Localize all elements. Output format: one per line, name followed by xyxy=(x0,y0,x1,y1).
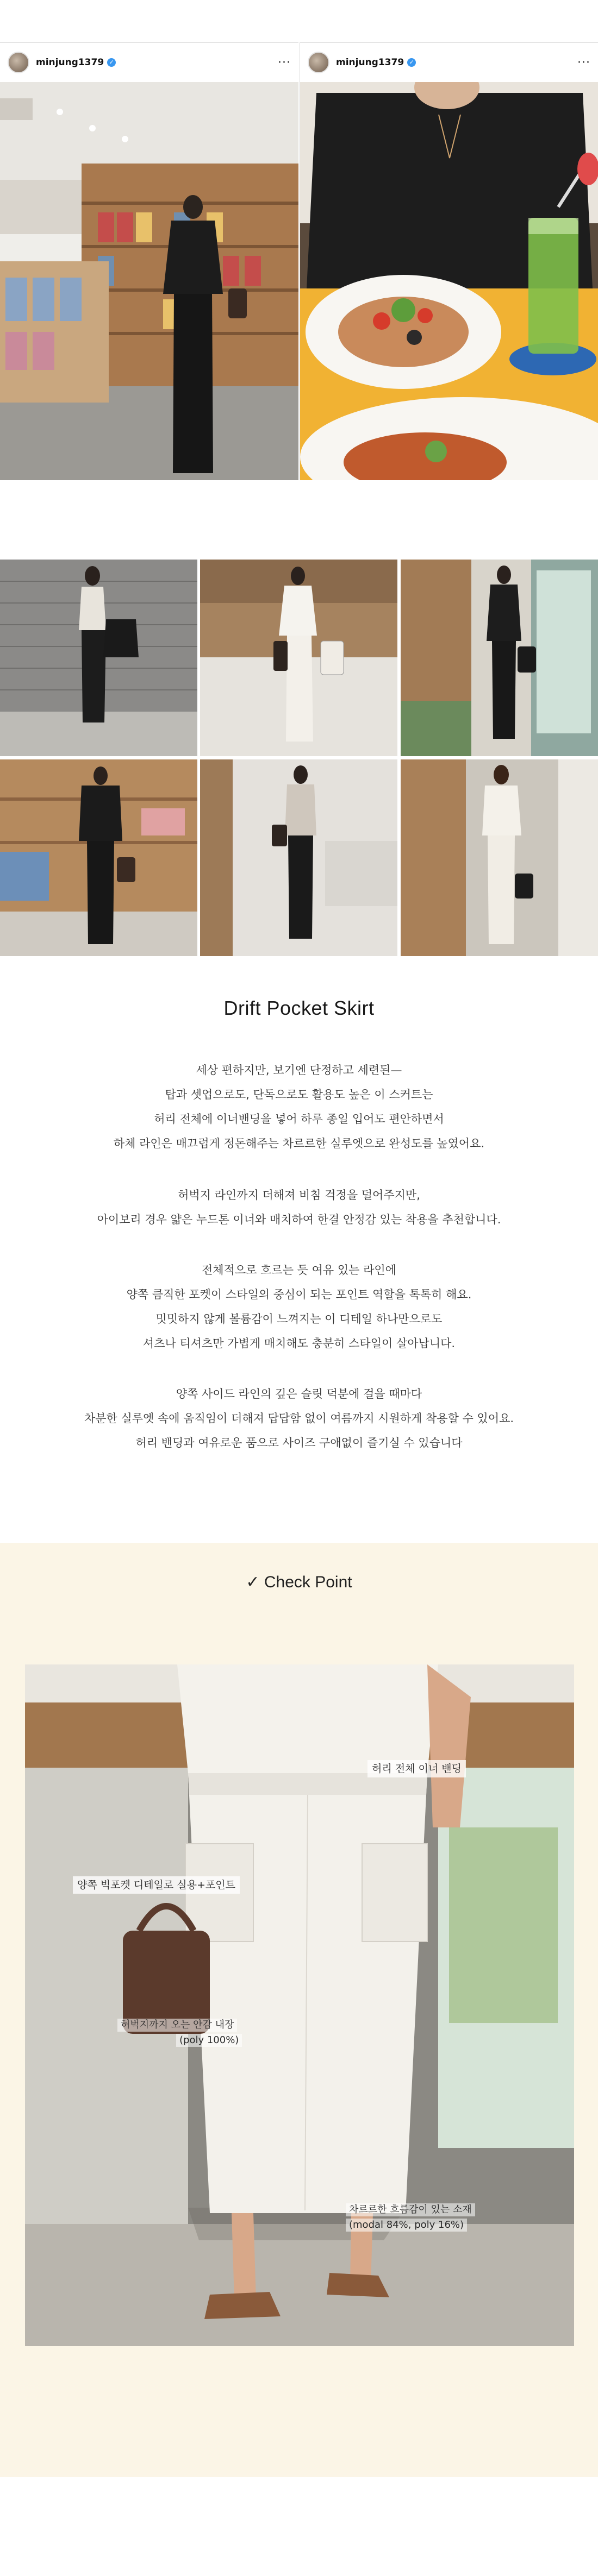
description-line: 허벅지 라인까지 더해져 비침 걱정을 덜어주지만, xyxy=(178,1189,420,1202)
lookbook-photo-grid xyxy=(0,560,598,956)
grey-top-office-image xyxy=(200,759,397,956)
callout-fabric-line1: 차르르한 흐름감이 있는 소재 xyxy=(346,2203,475,2216)
black-setup-doorway-image xyxy=(401,560,598,756)
callout-pockets: 양쪽 빅포켓 디테일로 실용+포인트 xyxy=(73,1876,240,1894)
description-paragraph-1 xyxy=(0,1058,598,1156)
callout-lining-line2: (poly 100%) xyxy=(176,2034,242,2047)
instagram-posts-row xyxy=(0,42,598,480)
brick-wall-outfit-image xyxy=(0,560,197,756)
avatar[interactable] xyxy=(308,52,329,73)
description-paragraph-2 xyxy=(0,1183,598,1232)
lunch-table-image xyxy=(300,82,598,480)
description-line: 탑과 셋업으로도, 단독으로도 활용도 높은 이 스커트는 xyxy=(165,1088,433,1101)
verified-badge-icon: ✓ xyxy=(107,58,116,67)
description-line: 허리 밴딩과 여유로운 품으로 사이즈 구애없이 즐기실 수 있습니다 xyxy=(135,1436,463,1449)
black-setup-shelf-image xyxy=(0,759,197,956)
verified-badge-icon: ✓ xyxy=(407,58,416,67)
more-options-icon[interactable]: ··· xyxy=(278,55,291,70)
lookbook-photo xyxy=(0,560,197,756)
description-paragraph-4 xyxy=(0,1382,598,1455)
description-line: 차분한 실루엣 속에 움직임이 더해져 답답함 없이 여름까지 시원하게 착용할 수 있어요. xyxy=(84,1412,514,1425)
white-setup-back-image xyxy=(401,759,598,956)
post-header xyxy=(300,43,598,82)
instagram-post-1 xyxy=(0,42,298,480)
description-line: 양쪽 큼직한 포켓이 스타일의 중심이 되는 포인트 역할을 톡톡히 해요. xyxy=(126,1288,472,1301)
check-point-title: ✓ Check Point xyxy=(246,1573,352,1591)
instagram-post-2 xyxy=(300,42,598,480)
description-paragraph-3 xyxy=(0,1258,598,1356)
description-line: 양쪽 사이드 라인의 깊은 슬릿 덕분에 걸을 때마다 xyxy=(176,1387,422,1400)
more-options-icon[interactable]: ··· xyxy=(577,55,590,70)
avatar[interactable] xyxy=(8,52,29,73)
post-header xyxy=(0,43,298,82)
store-outfit-image xyxy=(0,82,298,480)
callout-fabric-line2: (modal 84%, poly 16%) xyxy=(346,2219,467,2232)
description-line: 전체적으로 흐르는 듯 여유 있는 라인에 xyxy=(202,1264,396,1277)
username[interactable]: minjung1379 xyxy=(336,57,404,68)
username[interactable]: minjung1379 xyxy=(36,57,104,68)
check-point-photo xyxy=(25,1664,574,2346)
post-photo-lunch xyxy=(300,82,598,480)
white-setup-store-image xyxy=(200,560,397,756)
description-line: 허리 전체에 이너밴딩을 넣어 하루 종일 입어도 편안하면서 xyxy=(154,1113,444,1126)
description-line: 세상 편하지만, 보기엔 단정하고 세련된— xyxy=(196,1064,402,1077)
product-title: Drift Pocket Skirt xyxy=(223,997,375,1019)
callout-lining-line1: 허벅지까지 오는 안감 내장 xyxy=(117,2019,237,2032)
description-line: 셔츠나 티셔츠만 가볍게 매치해도 충분히 스타일이 살아납니다. xyxy=(142,1337,456,1350)
callout-waist-banding: 허리 전체 이너 밴딩 xyxy=(367,1760,466,1777)
post-photo-store-outfit xyxy=(0,82,298,480)
description-line: 밋밋하지 않게 볼륨감이 느껴지는 이 디테일 하나만으로도 xyxy=(155,1312,443,1325)
page-bottom-spacer xyxy=(0,2477,598,2576)
check-point-section xyxy=(0,1543,598,2477)
lookbook-photo xyxy=(200,759,397,956)
description-line: 아이보리 경우 얇은 누드톤 이너와 매치하여 한결 안정감 있는 착용을 추천합니다. xyxy=(97,1213,501,1226)
lookbook-photo xyxy=(401,560,598,756)
skirt-detail-image xyxy=(25,1664,574,2346)
lookbook-photo xyxy=(200,560,397,756)
lookbook-photo xyxy=(0,759,197,956)
lookbook-photo xyxy=(401,759,598,956)
description-line: 하체 라인은 매끄럽게 정돈해주는 차르르한 실루엣으로 완성도를 높였어요. xyxy=(113,1137,485,1150)
